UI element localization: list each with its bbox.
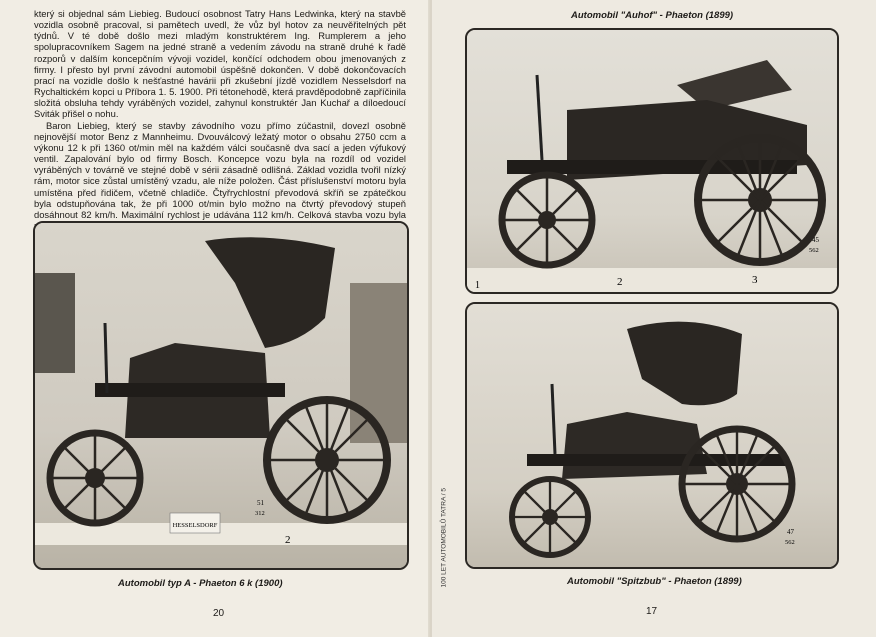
- photo-spitzbub: [465, 302, 839, 569]
- ruler-mark-2: 2: [617, 276, 623, 288]
- plate-number: 45: [812, 236, 819, 244]
- article-text: [34, 8, 406, 231]
- caption-right-bottom: Automobil "Spitzbub" - Phaeton (1899): [567, 576, 742, 587]
- spine-label: [436, 470, 448, 590]
- plate-subnumber: 562: [785, 539, 795, 546]
- plate-number: 51: [257, 499, 264, 507]
- ruler-mark: 2: [285, 534, 291, 546]
- ruler-mark-1: 1: [475, 280, 480, 291]
- car-auhof-illustration: [467, 30, 837, 292]
- plate-number: 47: [787, 528, 794, 536]
- page-number-left: 20: [213, 608, 225, 619]
- hesselsdorf-sign: HESSELSDORF: [172, 522, 218, 529]
- right-page: [432, 0, 876, 637]
- spine-text: 100 LET AUTOMOBILŮ TATRA / 5: [440, 488, 448, 588]
- car-spitzbub-illustration: [467, 304, 837, 567]
- caption-right-top: Automobil "Auhof" - Phaeton (1899): [571, 10, 734, 21]
- paragraph-2: Baron Liebieg, který se stavby závodního vozu přímo zúčastnil, dovezl osobně nejnovější motor Benz z Mannheimu. Dvouválcový ležatý motor o obsahu 2750 ccm a výkonu 12 k při 1360 ot/min měl na každém válci současně dva sací a jeden výfukový ventil. Zapalování bylo od firmy Bosch. Koncepce vozu byla na rozdíl od vozidel vyráběných v továrně ve stejné době v sérii zásadně odlišná. Základ vozidla tvořil nízký rám, motor sice zůstal umístěný vzadu, ale níže položen. Část příslušenství motoru byla umístěna před řidičem, včetně chladiče. Čtyřrychlostní převodová skříň se zpátečkou byla odstupňována tak, že při 1000 ot/min bylo možno na čtvrtý převodový stupeň dosáhnout 82 km/h. Maximální rychlost je udávána 112 km/h. Celková stavba vozu byla: [34, 119, 406, 220]
- car-typ-a-illustration: [35, 223, 407, 568]
- plate-subnumber: 562: [809, 247, 819, 254]
- photo-auhof: [465, 28, 839, 294]
- page-number-right: 17: [646, 606, 658, 617]
- left-page: [0, 0, 430, 637]
- plate-subnumber: 312: [255, 510, 265, 517]
- paragraph-1: který si objednal sám Liebieg. Budoucí osobnost Tatry Hans Ledwinka, který na stavbě vozidla osobně pracoval, si pamětech uvedl, že vůz byl hotov za neuvěřitelných pět týdnů. V té době došlo mezi mladým konstruktérem Ing. Rumplerem a jeho spolupracovníkem Sagem na jedné straně a vedením závodu na straně druhé k řadě rozporů v dalším koncepčním vývoji vozidel, končící odchodem obou jmenovaných z firmy. I přesto byl první závodní automobil úspěšně dokončen. V době dokončovacích prací na vozidle došlo k nešťastné havárii při zkušební jízdě vozidlem Nesselsdorf na Rychaltickém kopci u Příbora 1. 5. 1900. Při tétonehodě, která pravděpodobně zapříčinila složitá obsluha tehdy vyráběných vozidel, zahynul konstruktér Jan Kuchař a díloedoucí Sviták přišel o nohu.: [34, 8, 406, 120]
- photo-typ-a: [33, 221, 409, 570]
- ruler-mark-3: 3: [752, 274, 758, 286]
- caption-left: Automobil typ A - Phaeton 6 k (1900): [118, 578, 283, 589]
